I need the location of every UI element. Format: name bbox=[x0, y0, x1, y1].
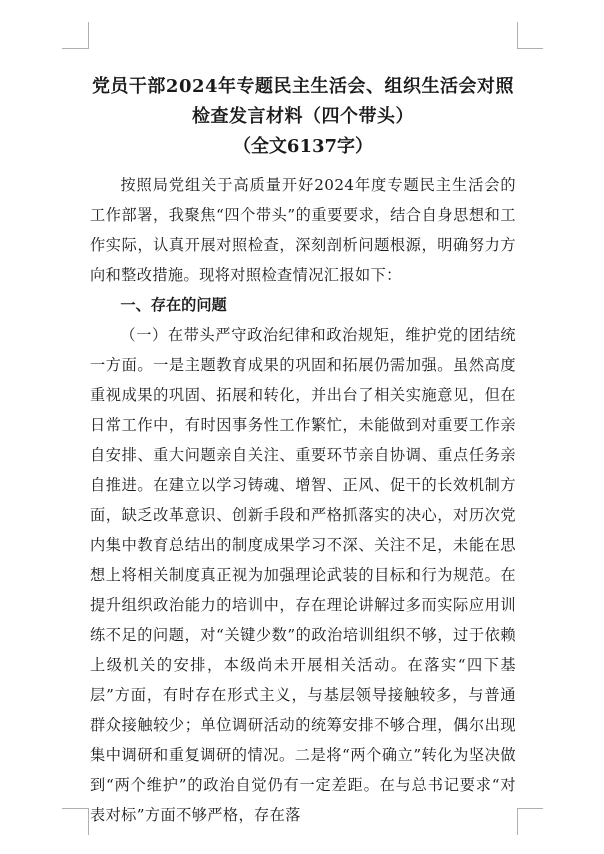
document-body bbox=[90, 72, 516, 830]
section-heading: 一、存在的问题 bbox=[120, 296, 227, 314]
title-line-1: 党员干部2024年专题民主生活会、组织生活会对照 bbox=[91, 76, 515, 97]
crop-mark-top-left bbox=[62, 48, 88, 49]
crop-mark-bottom-left bbox=[88, 808, 89, 835]
word-count-subtitle: （全文6137字） bbox=[232, 136, 374, 157]
crop-mark-bottom-left bbox=[62, 808, 88, 809]
body-paragraph: （一）在带头严守政治纪律和政治规矩，维护党的团结统一方面。一是主题教育成果的巩固和拓展仍需加强。虽然高度重视成果的巩固、拓展和转化，并出台了相关实施意见，但在日常工作中，有时因事务性工作繁忙，未能做到对重要工作亲自安排、重大问题亲自关注、重要环节亲自协调、重点任务亲自推进。在建立以学习铸魂、增智、正风、促干的长效机制方面，缺乏改革意识、创新手段和严格抓落实的决心，对历次党内集中教育总结出的制度成果学习不深、关注不足，未能在思想上将相关制度真正视为加强理论武装的目标和行为规范。在提升组织政治能力的培训中，存在理论讲解过多而实际应用训练不足的问题，对“关键少数”的政治培训组织不够，过于依赖上级机关的安排，本级尚未开展相关活动。在落实“四下基层”方面，有时存在形式主义，与基层领导接触较多，与普通群众接触较少；单位调研活动的统筹安排不够合理，偶尔出现集中调研和重复调研的情况。二是将“两个确立”转化为坚决做到“两个维护”的政治自觉仍有一定差距。在与总书记要求“对表对标”方面不够严格，存在落 bbox=[90, 326, 516, 824]
intro-paragraph: 按照局党组关于高质量开好2024年度专题民主生活会的工作部署，我聚焦“四个带头”的重要要求，结合自身思想和工作实际，认真开展对照检查，深刻剖析问题根源，明确努力方向和整改措施。现将对照检查情况汇报如下： bbox=[90, 176, 516, 284]
crop-mark-top-right bbox=[517, 48, 543, 49]
crop-mark-bottom-right bbox=[517, 808, 518, 835]
crop-mark-top-right bbox=[517, 22, 518, 49]
document-title bbox=[90, 72, 516, 132]
title-line-2: 检查发言材料（四个带头） bbox=[192, 106, 414, 127]
crop-mark-top-left bbox=[88, 22, 89, 49]
crop-mark-bottom-right bbox=[517, 808, 543, 809]
